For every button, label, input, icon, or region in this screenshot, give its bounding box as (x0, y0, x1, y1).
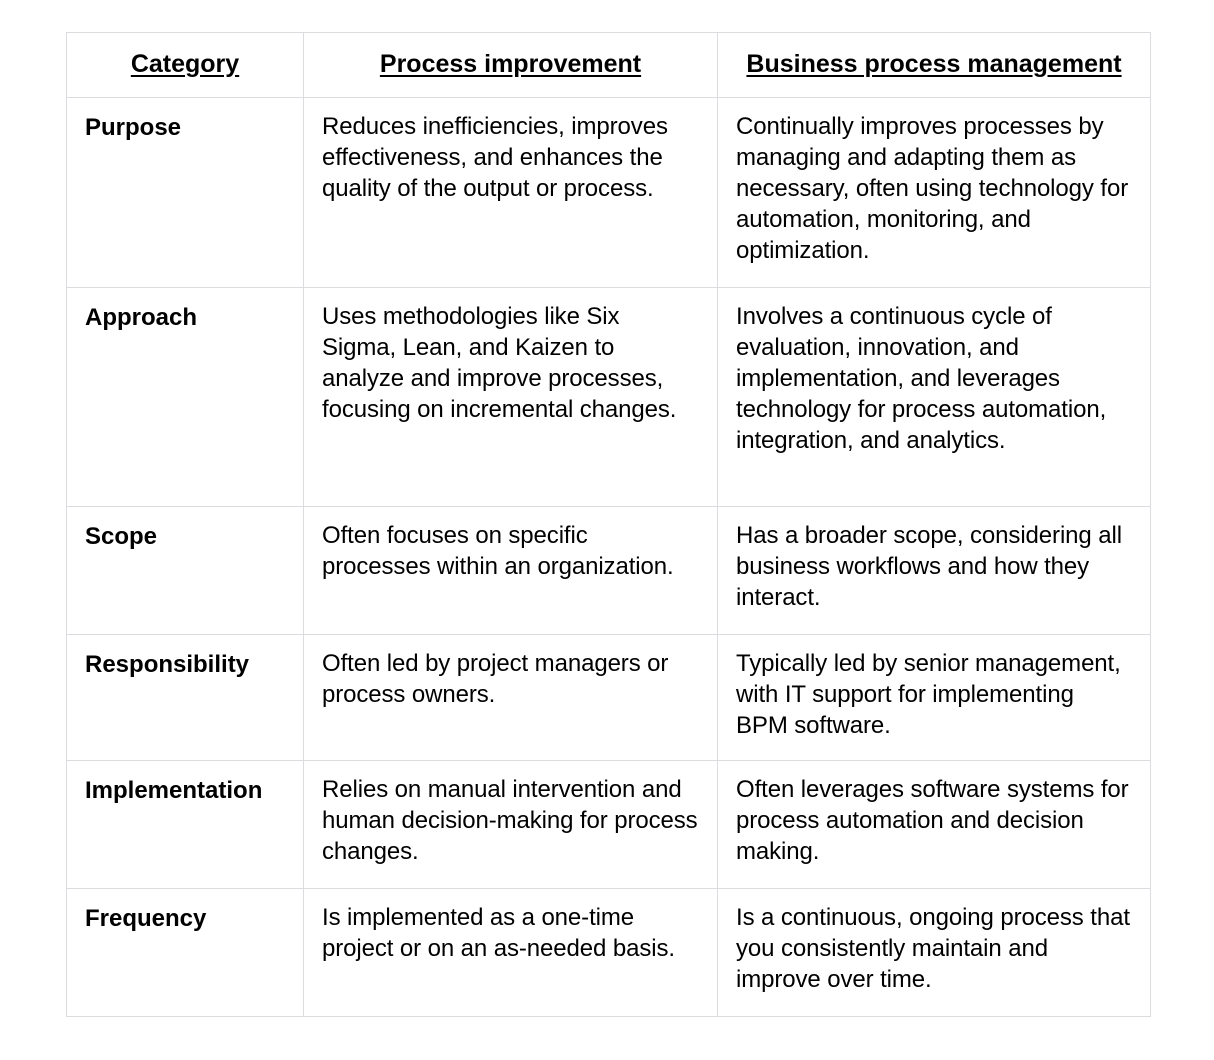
row-category-cell (67, 288, 304, 507)
row-process-improvement-text: Is implemented as a one-time project or on an as-needed basis. (322, 903, 675, 962)
row-process-improvement-cell (304, 507, 718, 635)
table-row (67, 888, 1151, 1016)
column-header-category (67, 33, 304, 98)
row-process-improvement-cell (304, 635, 718, 761)
row-business-process-management-text: Typically led by senior management, with IT support for implementing BPM software. (736, 650, 1121, 739)
column-header-process-improvement-label: Process improvement (379, 50, 642, 78)
row-business-process-management-cell (718, 760, 1151, 888)
row-category-label: Responsibility (85, 651, 250, 678)
table-row (67, 760, 1151, 888)
table-row (67, 98, 1151, 288)
row-process-improvement-text: Often led by project managers or process owners. (322, 650, 669, 708)
row-category-cell (67, 635, 304, 761)
row-process-improvement-text: Uses methodologies like Six Sigma, Lean, and Kaizen to analyze and improve processes, focusing on incremental changes. (322, 303, 677, 423)
comparison-table-wrapper (66, 32, 1150, 1017)
row-category-cell (67, 888, 304, 1016)
row-process-improvement-cell (304, 760, 718, 888)
row-category-label: Frequency (85, 904, 207, 932)
row-process-improvement-text: Reduces inefficiencies, improves effectiveness, and enhances the quality of the output or process. (322, 113, 668, 202)
row-business-process-management-cell (718, 888, 1151, 1016)
row-process-improvement-text: Relies on manual intervention and human decision-making for process changes. (322, 775, 698, 865)
row-business-process-management-text: Continually improves processes by managing and adapting them as necessary, often using technology for automation, monitoring, and optimization. (736, 113, 1129, 264)
row-category-label: Scope (85, 523, 158, 550)
row-business-process-management-cell (718, 507, 1151, 635)
row-business-process-management-cell (718, 288, 1151, 507)
row-business-process-management-text: Is a continuous, ongoing process that you consistently maintain and improve over time. (736, 903, 1130, 993)
table-body (67, 98, 1151, 1017)
table-header (67, 33, 1151, 98)
row-category-cell (67, 507, 304, 635)
row-business-process-management-cell (718, 98, 1151, 288)
column-header-category-label: Category (130, 50, 240, 78)
comparison-table (66, 32, 1151, 1017)
row-category-cell (67, 760, 304, 888)
table-header-row (67, 33, 1151, 98)
column-header-process-improvement (304, 33, 718, 98)
row-process-improvement-cell (304, 888, 718, 1016)
row-category-label: Implementation (85, 776, 263, 804)
table-row (67, 288, 1151, 507)
row-process-improvement-cell (304, 98, 718, 288)
row-business-process-management-text: Often leverages software systems for process automation and decision making. (736, 775, 1129, 865)
row-category-label: Purpose (85, 114, 182, 141)
row-process-improvement-cell (304, 288, 718, 507)
row-category-label: Approach (85, 304, 198, 331)
row-business-process-management-text: Involves a continuous cycle of evaluation, innovation, and implementation, and leverages technology for process automation, integration, and analytics. (736, 303, 1107, 454)
column-header-business-process-management-label: Business process management (746, 50, 1122, 78)
row-process-improvement-text: Often focuses on specific processes within an organization. (322, 522, 674, 580)
row-business-process-management-cell (718, 635, 1151, 761)
table-row (67, 507, 1151, 635)
table-row (67, 635, 1151, 761)
row-category-cell (67, 98, 304, 288)
column-header-business-process-management (718, 33, 1151, 98)
row-business-process-management-text: Has a broader scope, considering all business workflows and how they interact. (736, 522, 1122, 611)
